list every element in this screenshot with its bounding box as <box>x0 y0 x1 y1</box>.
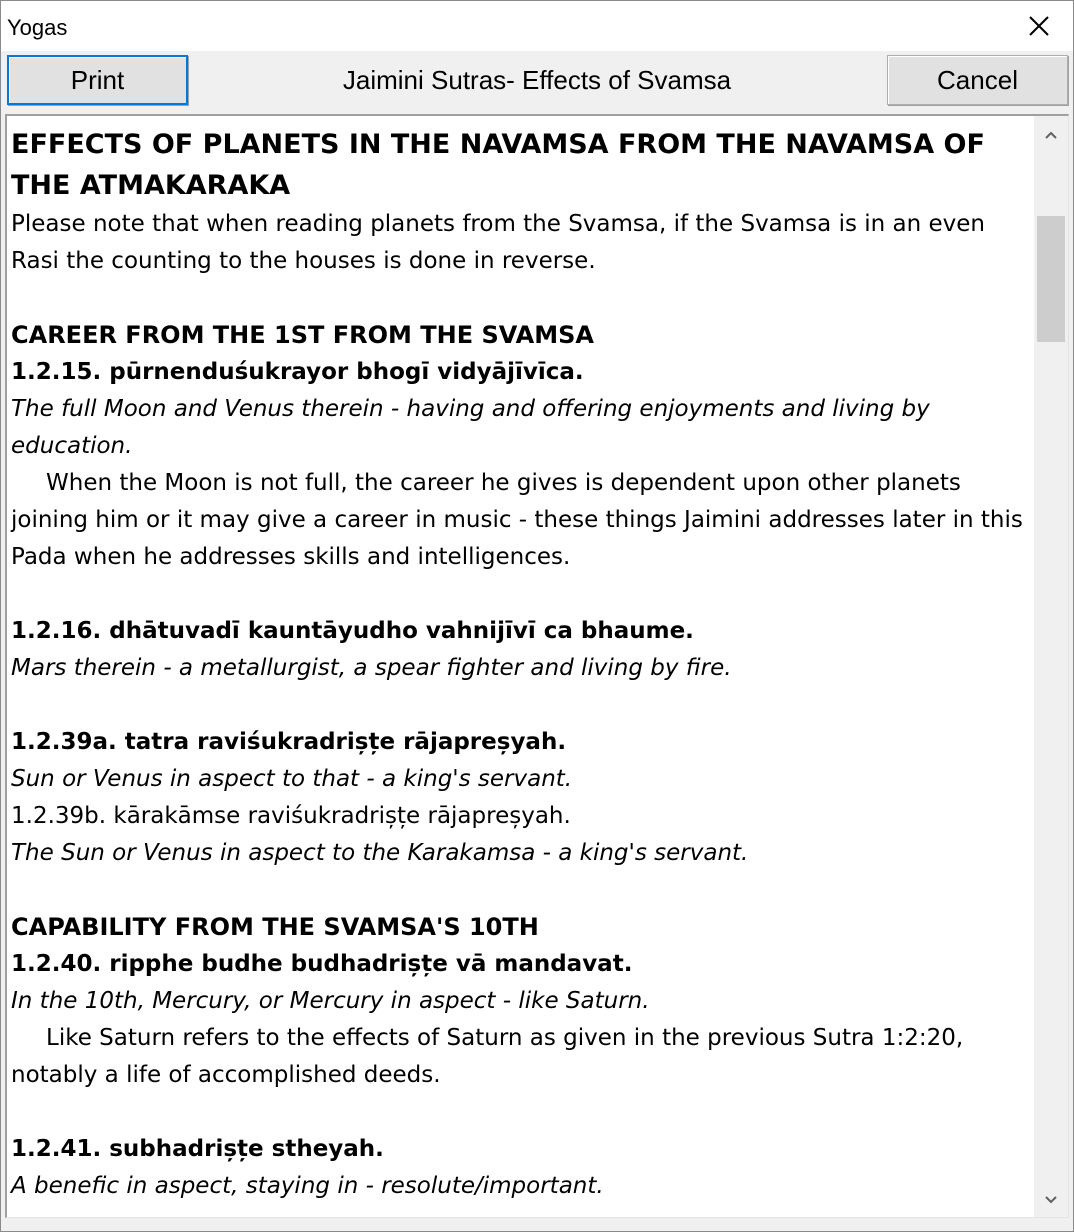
cancel-button[interactable]: Cancel <box>887 55 1068 105</box>
main-heading: EFFECTS OF PLANETS IN THE NAVAMSA FROM THE NAVAMSA OF THE ATMAKARAKA <box>11 129 985 201</box>
text-viewer[interactable] <box>5 114 1069 1218</box>
sutra-1-2-40: 1.2.40. ripphe budhe budhadrișțe vā mandavat. <box>11 951 633 977</box>
section-heading-capability: CAPABILITY FROM THE SVAMSA'S 10TH <box>11 913 539 941</box>
sutra-1-2-16: 1.2.16. dhātuvadī kauntāyudho vahnijīvī ca bhaume. <box>11 618 694 644</box>
vertical-scrollbar[interactable] <box>1034 116 1068 1217</box>
sutra-1-2-39a: 1.2.39a. tatra raviśukradrișțe rājapreșyah. <box>11 729 567 755</box>
commentary-1-2-15: When the Moon is not full, the career he gives is dependent upon other planets joining him or it may give a career in music - these things Jaimini addresses later in this Pada when he addresses skills and intelligences. <box>11 470 1023 570</box>
print-button[interactable]: Print <box>7 55 188 105</box>
translation-1-2-40: In the 10th, Mercury, or Mercury in aspect - like Saturn. <box>11 988 650 1014</box>
translation-1-2-15: The full Moon and Venus therein - having and offering enjoyments and living by education. <box>11 396 930 459</box>
scroll-down-button[interactable] <box>1034 1183 1068 1217</box>
close-icon <box>1028 15 1050 37</box>
commentary-1-2-40: Like Saturn refers to the effects of Saturn as given in the previous Sutra 1:2:20, notably a life of accomplished deeds. <box>11 1025 964 1088</box>
translation-1-2-39a: Sun or Venus in aspect to that - a king's servant. <box>11 766 573 792</box>
close-button[interactable] <box>1005 1 1073 51</box>
window-title: Yogas <box>7 15 68 40</box>
translation-1-2-41: A benefic in aspect, staying in - resolute/important. <box>11 1173 604 1199</box>
toolbar <box>1 51 1073 113</box>
sutra-1-2-39b: 1.2.39b. kārakāmse raviśukradrișțe rājapreșyah. <box>11 803 571 829</box>
document-content <box>11 124 1037 1205</box>
translation-1-2-16: Mars therein - a metallurgist, a spear fighter and living by fire. <box>11 655 732 681</box>
section-heading-career: CAREER FROM THE 1ST FROM THE SVAMSA <box>11 321 594 349</box>
sutra-1-2-41: 1.2.41. subhadrișțe stheyah. <box>11 1136 384 1162</box>
translation-1-2-39b: The Sun or Venus in aspect to the Karakamsa - a king's servant. <box>11 840 749 866</box>
dialog-heading: Jaimini Sutras- Effects of Svamsa <box>342 65 732 95</box>
sutra-1-2-15: 1.2.15. pūrnenduśukrayor bhogī vidyājīvīca. <box>11 359 584 385</box>
chevron-down-icon <box>1044 1195 1058 1205</box>
window-bottom-edge <box>1 1219 1073 1231</box>
scroll-thumb[interactable] <box>1037 216 1065 342</box>
chevron-up-icon <box>1044 130 1058 140</box>
scroll-up-button[interactable] <box>1034 118 1068 152</box>
title-bar <box>1 1 1073 51</box>
intro-paragraph: Please note that when reading planets from the Svamsa, if the Svamsa is in an even Rasi the counting to the houses is done in reverse. <box>11 211 986 274</box>
